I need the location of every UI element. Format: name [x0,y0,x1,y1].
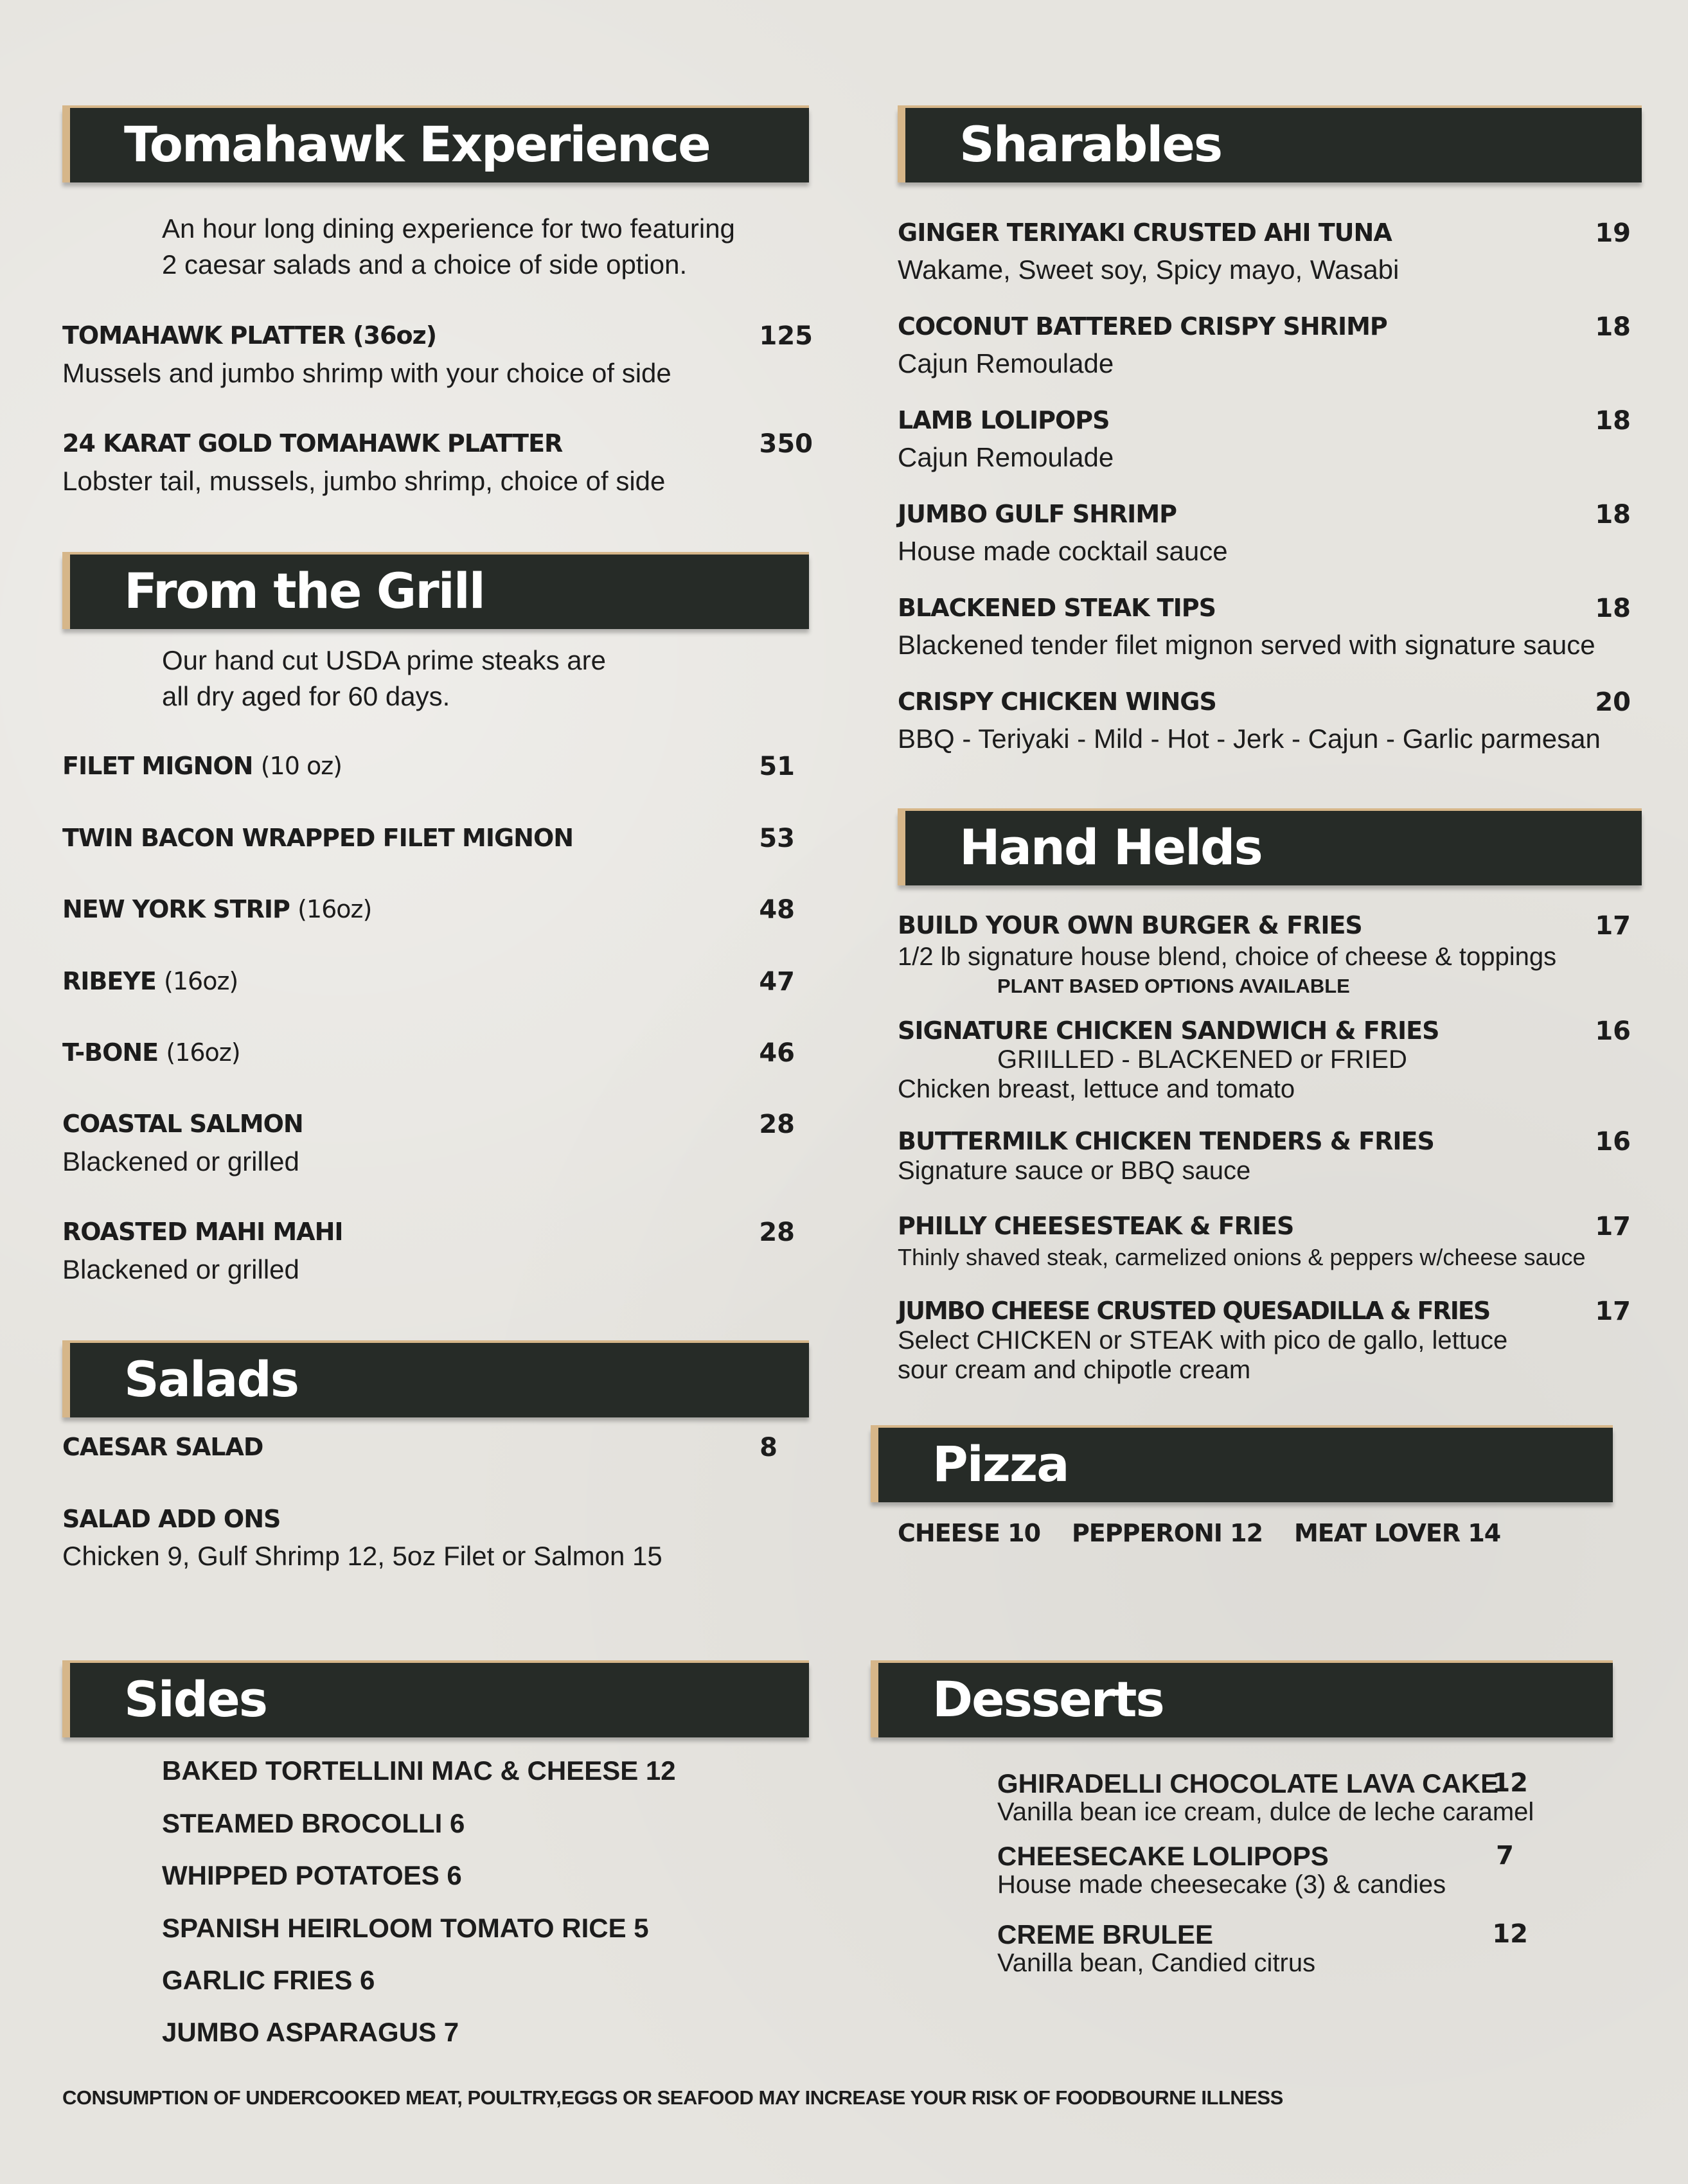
salads-title: Salads [124,1351,298,1408]
dessert-item-price: 12 [1492,1768,1528,1798]
dessert-item-price: 7 [1496,1841,1514,1870]
grill-item-price: 46 [759,1038,795,1068]
dessert-item-desc: Vanilla bean ice cream, dulce de leche caramel [997,1798,1534,1826]
sharable-item-name: CRISPY CHICKEN WINGS [898,688,1216,716]
sides-title: Sides [124,1671,267,1728]
handhelds-banner [898,811,1642,885]
handheld-item-desc: 1/2 lb signature house blend, choice of cheese & toppings [898,943,1557,971]
dessert-item-desc: House made cheesecake (3) & candies [997,1870,1446,1899]
dessert-item-desc: Vanilla bean, Candied citrus [997,1949,1316,1977]
handheld-item-price: 17 [1595,1297,1631,1326]
grill-intro-1: Our hand cut USDA prime steaks are [162,645,606,675]
sides-banner [62,1663,809,1737]
sharable-item-price: 19 [1595,218,1631,248]
tomahawk-item-name: TOMAHAWK PLATTER (36oz) [62,321,437,350]
side-item: WHIPPED POTATOES 6 [162,1860,462,1890]
sharable-item-price: 18 [1595,312,1631,342]
side-item: GARLIC FRIES 6 [162,1965,375,1995]
sharable-item-desc: Blackened tender filet mignon served with signature sauce [898,630,1595,660]
side-item: SPANISH HEIRLOOM TOMATO RICE 5 [162,1913,649,1943]
tomahawk-title: Tomahawk Experience [124,116,710,173]
handhelds-title: Hand Helds [959,819,1262,876]
sharable-item-price: 18 [1595,594,1631,623]
grill-item-name: T-BONE (16oz) [62,1038,240,1067]
salad-item-name: SALAD ADD ONS [62,1505,281,1533]
grill-item-name: COASTAL SALMON [62,1110,303,1138]
handheld-item-note: GRIILLED - BLACKENED or FRIED [997,1045,1407,1074]
dessert-item-name: CREME BRULEE [997,1919,1214,1949]
grill-item-price: 48 [759,895,795,925]
salad-item-price: 8 [760,1433,777,1462]
handheld-item-desc: Signature sauce or BBQ sauce [898,1157,1251,1185]
grill-item-desc: Blackened or grilled [62,1146,299,1176]
sharable-item-price: 18 [1595,500,1631,529]
grill-item-name: FILET MIGNON (10 oz) [62,752,342,780]
dessert-item-price: 12 [1492,1919,1528,1949]
handheld-item-price: 17 [1595,911,1631,941]
handheld-item-desc: Chicken breast, lettuce and tomato [898,1075,1295,1103]
handheld-item-desc: Thinly shaved steak, carmelized onions & peppers w/cheese sauce [898,1244,1586,1270]
grill-item-price: 53 [759,824,795,853]
grill-item-name: RIBEYE (16oz) [62,967,238,995]
grill-item-name: NEW YORK STRIP (16oz) [62,895,372,923]
sharable-item-price: 18 [1595,406,1631,436]
salad-item-name: CAESAR SALAD [62,1433,263,1461]
sharable-item-desc: Cajun Remoulade [898,348,1114,378]
grill-item-price: 28 [759,1218,795,1247]
sharable-item-name: COCONUT BATTERED CRISPY SHRIMP [898,312,1387,341]
desserts-title: Desserts [932,1671,1164,1728]
sharable-item-name: BLACKENED STEAK TIPS [898,594,1216,622]
tomahawk-item-desc: Lobster tail, mussels, jumbo shrimp, choice of side [62,466,666,496]
dessert-item-name: CHEESECAKE LOLIPOPS [997,1841,1329,1871]
grill-banner [62,555,809,629]
grill-item-price: 28 [759,1110,795,1139]
desserts-banner [871,1663,1613,1737]
grill-intro-2: all dry aged for 60 days. [162,681,450,711]
tomahawk-item-desc: Mussels and jumbo shrimp with your choice of side [62,358,671,388]
tomahawk-item-name: 24 KARAT GOLD TOMAHAWK PLATTER [62,429,563,457]
sharable-item-desc: Wakame, Sweet soy, Spicy mayo, Wasabi [898,254,1399,285]
grill-item-price: 47 [759,967,795,997]
sharable-item-name: LAMB LOLIPOPS [898,406,1110,434]
handheld-item-price: 17 [1595,1212,1631,1241]
sharable-item-desc: Cajun Remoulade [898,442,1114,472]
sharable-item-name: JUMBO GULF SHRIMP [898,500,1177,528]
tomahawk-intro-2: 2 caesar salads and a choice of side option. [162,249,688,280]
salads-banner [62,1343,809,1417]
grill-item-name: TWIN BACON WRAPPED FILET MIGNON [62,824,574,852]
side-item: STEAMED BROCOLLI 6 [162,1808,465,1838]
grill-title: From the Grill [124,562,484,619]
handheld-item-name: BUILD YOUR OWN BURGER & FRIES [898,911,1362,939]
pizza-line: CHEESE 10 PEPPERONI 12 MEAT LOVER 14 [898,1519,1501,1547]
grill-item-name: ROASTED MAHI MAHI [62,1218,343,1246]
sharables-banner [898,108,1642,182]
tomahawk-item-price: 350 [759,429,813,459]
tomahawk-item-price: 125 [759,321,813,351]
handheld-item-name: BUTTERMILK CHICKEN TENDERS & FRIES [898,1127,1434,1155]
sharable-item-price: 20 [1595,688,1631,717]
sharables-title: Sharables [959,116,1222,173]
handheld-item-name: PHILLY CHEESESTEAK & FRIES [898,1212,1294,1240]
handheld-item-name: SIGNATURE CHICKEN SANDWICH & FRIES [898,1017,1439,1045]
pizza-banner [871,1428,1613,1502]
tomahawk-intro-1: An hour long dining experience for two featuring [162,213,735,244]
tomahawk-banner [62,108,809,182]
sharable-item-desc: House made cocktail sauce [898,536,1228,566]
handheld-item-desc: Select CHICKEN or STEAK with pico de gallo, lettuce [898,1326,1508,1354]
sharable-item-name: GINGER TERIYAKI CRUSTED AHI TUNA [898,218,1392,247]
dessert-item-name: GHIRADELLI CHOCOLATE LAVA CAKE [997,1768,1499,1798]
handheld-item-desc-2: sour cream and chipotle cream [898,1356,1251,1384]
food-safety-disclaimer: CONSUMPTION OF UNDERCOOKED MEAT, POULTRY,EGGS OR SEAFOOD MAY INCREASE YOUR RISK OF FOODBOURNE ILLNESS [62,2086,1283,2109]
handheld-item-price: 16 [1595,1127,1631,1157]
handheld-item-name: JUMBO CHEESE CRUSTED QUESADILLA & FRIES [898,1297,1490,1325]
salad-item-desc: Chicken 9, Gulf Shrimp 12, 5oz Filet or Salmon 15 [62,1541,662,1571]
pizza-title: Pizza [932,1435,1069,1493]
side-item: BAKED TORTELLINI MAC & CHEESE 12 [162,1755,676,1786]
handheld-item-price: 16 [1595,1017,1631,1046]
sharable-item-desc: BBQ - Teriyaki - Mild - Hot - Jerk - Cajun - Garlic parmesan [898,724,1601,754]
side-item: JUMBO ASPARAGUS 7 [162,2017,459,2047]
grill-item-price: 51 [759,752,795,781]
grill-item-desc: Blackened or grilled [62,1254,299,1284]
handheld-item-note: PLANT BASED OPTIONS AVAILABLE [997,975,1350,997]
